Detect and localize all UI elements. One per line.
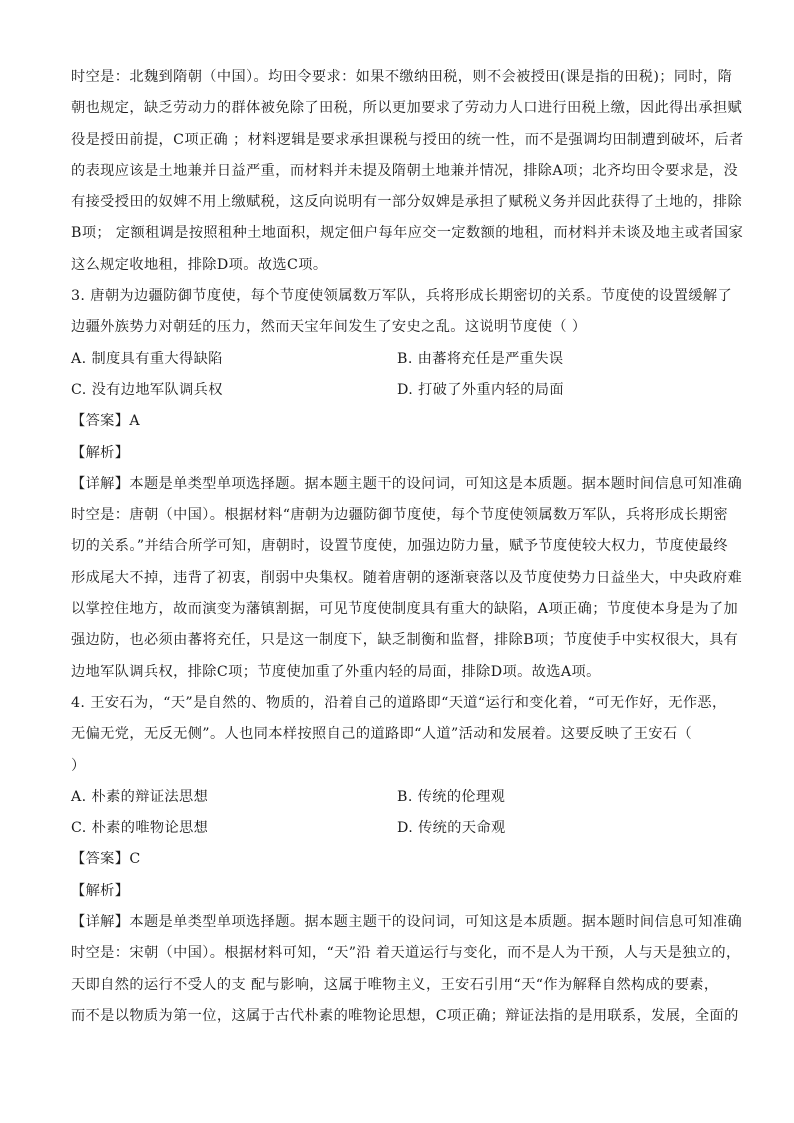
question-stem: 3. 唐朝为边疆防御节度使，每个节度使领属数万军队，兵将形成长期密切的关系。节度使的设置缓解了 <box>71 288 733 305</box>
analysis-line: 而不是以物质为第一位，这属于古代朴素的唯物论思想，C项正确；辩证法指的是用联系，发展，全面的 <box>71 1007 739 1024</box>
answer-line: 【答案】A <box>71 413 140 430</box>
text-line: B项； 定额租调是按照租种土地面积，规定佃户每年应交一定数额的地租，而材料并未谈及地主或者国家 <box>71 225 744 242</box>
text-line: 有接受授田的奴婢不用上缴赋税，这反向说明有一部分奴婢是承担了赋税义务并因此获得了土地的，排除 <box>71 194 743 211</box>
analysis-line: 时空是：唐朝（中国）。根据材料“唐朝为边疆防御节度使，每个节度使领属数万军队，兵将形成长期密 <box>71 507 728 524</box>
question-stem: 4. 王安石为，“天”是自然的、物质的，沿着自己的道路即“天道“运行和变化着，“可无作好，无作恶， <box>71 694 727 711</box>
analysis-line: 形成尾大不掉，违背了初衷，削弱中央集权。随着唐朝的逐渐衰落以及节度使势力日益坐大，中央政府难 <box>71 569 743 586</box>
analysis-line: 边地军队调兵权，排除C项；节度使加重了外重内轻的局面，排除D项。故选A项。 <box>71 663 601 680</box>
text-line: 的表现应该是土地兼并日益严重，而材料并未提及隋朝土地兼并情况，排除A项；北齐均田令要求是，没 <box>71 162 739 179</box>
question-stem: 无偏无党，无反无侧”。人也同本样按照自己的道路即“人道”活动和发展着。这要反映了王安石（ <box>71 726 693 743</box>
option-a: A. 朴素的辩证法思想 <box>71 788 209 805</box>
option-b: B. 传统的伦理观 <box>397 788 506 805</box>
analysis-line: 强边防，也必须由蕃将充任，只是这一制度下，缺乏制衡和监督，排除B项；节度使手中实权很大，具有 <box>71 632 739 649</box>
analysis-label: 【解析】 <box>71 882 130 899</box>
question-4 <box>71 688 743 1032</box>
options-row <box>71 375 725 406</box>
analysis-label: 【解析】 <box>71 444 130 461</box>
analysis-line: 【详解】本题是单类型单项选择题。据本题主题干的设问词，可知这是本质题。据本题时间信息可知准确 <box>71 914 743 931</box>
text-line: 役是授田前提，C项正确 ；材料逻辑是要求承担课税与授田的统一性，而不是强调均田制遭到破坏，后者 <box>71 131 744 148</box>
question-stem: ） <box>71 757 86 774</box>
option-d: D. 传统的天命观 <box>397 820 506 837</box>
options-row <box>71 782 725 813</box>
question-3 <box>71 281 743 688</box>
previous-analysis-block <box>71 62 744 281</box>
analysis-line: 【详解】本题是单类型单项选择题。据本题主题干的设问词，可知这是本质题。据本题时间信息可知准确 <box>71 475 743 492</box>
options-row <box>71 813 725 844</box>
option-c: C. 没有边地军队调兵权 <box>71 381 223 398</box>
analysis-line: 时空是：宋朝（中国）。根据材料可知，“天”沿 着天道运行与变化，而不是人为干预，人与天是独立的， <box>71 945 741 962</box>
option-b: B. 由蕃将充任是严重失误 <box>397 350 564 367</box>
text-line: 这么规定收地租，排除D项。故选C项。 <box>71 256 328 273</box>
answer-line: 【答案】C <box>71 851 141 868</box>
option-c: C. 朴素的唯物论思想 <box>71 820 209 837</box>
option-a: A. 制度具有重大得缺陷 <box>71 350 223 367</box>
text-line: 朝也规定，缺乏劳动力的群体被免除了田税，所以更加要求了劳动力人口进行田税上缴，因此得出承担赋 <box>71 100 743 117</box>
question-stem: 边疆外族势力对朝廷的压力，然而天宝年间发生了安史之乱。这说明节度使（ ） <box>71 319 587 336</box>
analysis-line: 切的关系。”并结合所学可知，唐朝时，设置节度使，加强边防力量，赋予节度使较大权力，节度使最终 <box>71 538 728 555</box>
analysis-line: 以掌控住地方，故而演变为藩镇割据，可见节度使制度具有重大的缺陷，A项正确；节度使本身是为了加 <box>71 601 739 618</box>
document-page <box>71 62 744 1032</box>
text-line: 时空是：北魏到隋朝（中国）。均田令要求：如果不缴纳田税，则不会被授田(课是指的田税)；同时，隋 <box>71 69 733 85</box>
option-d: D. 打破了外重内轻的局面 <box>397 381 564 398</box>
options-row <box>71 344 725 375</box>
analysis-line: 天即自然的运行不受人的支 配与影响，这属于唯物主义，王安石引用“天“作为解释自然构成的要素， <box>71 976 719 993</box>
